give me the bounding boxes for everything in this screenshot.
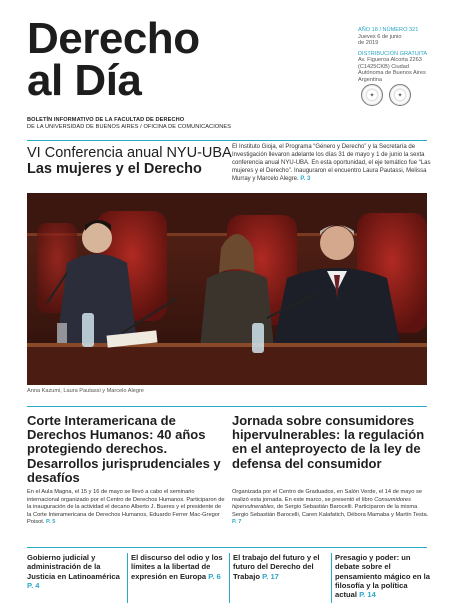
masthead-subtitle: DE LA UNIVERSIDAD DE BUENOS AIRES / OFICINA DE COMUNICACIONES (27, 124, 232, 130)
teaser-4[interactable] (335, 553, 430, 599)
article1-text (27, 489, 225, 527)
teaser-1-page-ref[interactable]: P. 4 (27, 580, 40, 590)
issue-info (358, 27, 448, 47)
teaser-2-title: El discurso del odio y los límites a la libertad de expresión en Europa (131, 553, 223, 581)
article1-title[interactable]: Corte Interamericana de Derechos Humanos: 40 años protegiendo derechos. Desarrollos jurisprudenciales y desafíos (27, 413, 221, 485)
article2-body-b: , de Sergio Sebastián Barocelli. Participaron de la misma Sergio Sebastián Barocelli, Caren Kalafatich, Débora Mamaba y Martín Testa. (232, 504, 429, 518)
teaser-2-page-ref[interactable]: P. 6 (208, 571, 221, 581)
lead-page-ref[interactable]: P. 3 (300, 176, 311, 182)
article2-title[interactable]: Jornada sobre consumidores hipervulnerables: la regulación en el anteproyecto de la ley de defensa del consumidor (232, 413, 425, 471)
section-divider (27, 406, 427, 407)
article2-body-a: Organizada por el Centro de Graduados, en Salón Verde, el 14 de mayo se realizó esta jornada. En este marco, se presentó el libro (232, 489, 423, 503)
teaser-2[interactable] (131, 553, 227, 581)
lead-body: El Instituto Gioja, el Programa “Género y Derecho” y la Secretaría de Investigación llevaron adelante los días 31 de mayo y 1 de junio la sexta conferencia anual NYU-UBA. En esta oportunidad, el eje temático fue “Las mujeres y el Derecho”. Inauguraron el encuentro Laura Pautassi, Melissa Murray y Marcelo Alegre. (232, 144, 431, 182)
teaser-3-page-ref[interactable]: P. 17 (262, 571, 279, 581)
conference-photo (27, 193, 427, 385)
lead-photo (27, 193, 427, 385)
address-line-3: Autónoma de Buenos Aires (358, 70, 426, 77)
lead-title-line-2: Las mujeres y el Derecho (27, 161, 202, 177)
teaser-1-title: Gobierno judicial y administración de la Justicia en Latinoamérica (27, 553, 120, 581)
address-line-2: (C1425CKB) Ciudad (358, 63, 409, 70)
address-line-1: Av. Figueroa Alcorta 2263 (358, 57, 422, 64)
masthead-logo (27, 14, 227, 105)
issue-date: Jueves 6 de junio (358, 33, 402, 40)
lead-text (232, 143, 432, 183)
logo-line-1: Derecho (27, 14, 200, 63)
teaser-divider (127, 553, 128, 603)
article2-text (232, 489, 430, 527)
issue-year: de 2019 (358, 40, 379, 47)
section-divider (27, 547, 427, 548)
teaser-divider (331, 553, 332, 603)
teaser-3-title: El trabajo del futuro y el futuro del Derecho del Trabajo (233, 553, 320, 581)
issue-number: AÑO 18 / NÚMERO 321 (358, 27, 419, 33)
teaser-4-title: Presagio y poder: un debate sobre el pensamiento mágico en la filosofía y la política actual (335, 553, 430, 600)
article1-page-ref[interactable]: P. 5 (45, 519, 56, 526)
distribution-info (358, 51, 448, 83)
masthead-subtitle-bold: BOLETÍN INFORMATIVO DE LA FACULTAD DE DERECHO (27, 117, 185, 123)
article2-book: Consumidores hipervulnerables (232, 496, 411, 511)
university-seal-icon: ✦ (389, 84, 411, 106)
address-country: Argentina (358, 76, 382, 83)
distribution-title: DISTRIBUCIÓN GRATUITA (358, 51, 428, 57)
article1-body: En el Aula Magna, el 15 y 16 de mayo se llevó a cabo el seminario internacional organizado por el Centro de Derechos Humanos. Participaron de la inauguración de la actividad el decano Alberto J. Bueres y el presidente de la Corte Interamericana de Derechos Humanos, Eduardo Ferrer Mac-Gregor Poisot. (27, 489, 225, 526)
section-divider (27, 140, 427, 141)
seals (361, 84, 411, 106)
article2-page-ref[interactable]: P. 7 (232, 519, 242, 526)
teaser-3[interactable] (233, 553, 329, 581)
faculty-seal-icon: ✦ (361, 84, 383, 106)
lead-title-line-1: VI Conferencia anual NYU-UBA (27, 145, 232, 161)
photo-caption: Anna Kazumi, Laura Pautassi y Marcelo Alegre (27, 388, 144, 394)
teaser-divider (229, 553, 230, 603)
logo-line-2: al Día (27, 56, 142, 105)
teaser-1[interactable] (27, 553, 123, 590)
teaser-4-page-ref[interactable]: P. 14 (359, 590, 376, 600)
